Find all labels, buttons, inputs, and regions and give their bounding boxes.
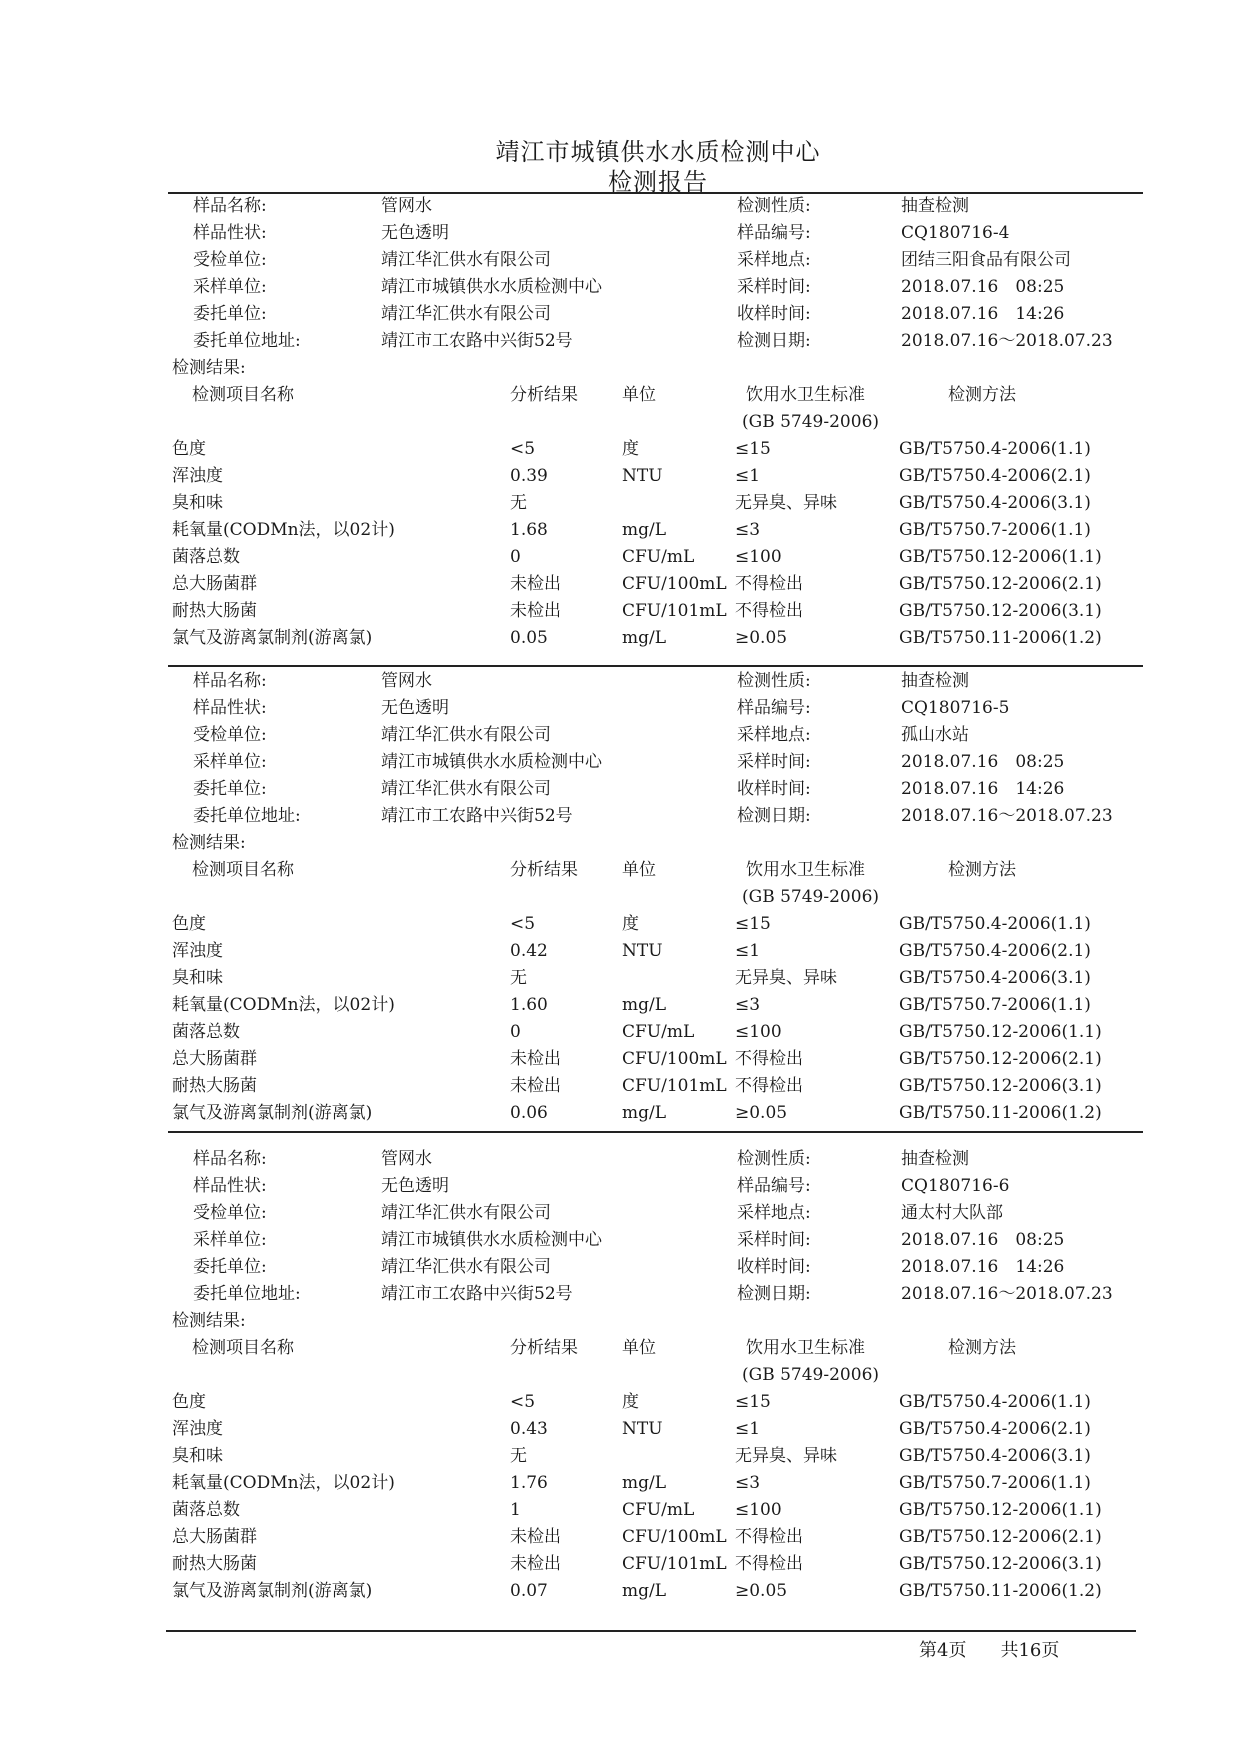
table-header-sub bbox=[0, 1362, 1240, 1388]
info-row bbox=[0, 1200, 1240, 1226]
item-unit: NTU bbox=[622, 1419, 663, 1439]
item-unit: CFU/100mL bbox=[622, 1527, 727, 1547]
item-standard: ≥0.05 bbox=[735, 628, 788, 648]
table-row bbox=[0, 1470, 1240, 1496]
item-name: 耗氧量(CODMn法，以02计) bbox=[172, 995, 395, 1015]
client-address-value: 靖江市工农路中兴街52号 bbox=[381, 806, 573, 826]
table-row bbox=[0, 938, 1240, 964]
header-item: 检测项目名称 bbox=[192, 860, 294, 880]
sampling-site-label: 采样地点: bbox=[737, 250, 811, 270]
item-standard: ≤15 bbox=[735, 439, 771, 459]
sampling-unit-label: 采样单位: bbox=[193, 277, 267, 297]
item-result: 未检出 bbox=[510, 601, 561, 621]
item-result: 无 bbox=[510, 1446, 527, 1466]
header-method: 检测方法 bbox=[948, 385, 1016, 405]
item-name: 菌落总数 bbox=[172, 1500, 240, 1520]
table-row bbox=[0, 1524, 1240, 1550]
item-unit: mg/L bbox=[622, 1473, 667, 1493]
item-name: 色度 bbox=[172, 914, 206, 934]
page-footer bbox=[919, 1636, 1059, 1662]
sampling-time-label: 采样时间: bbox=[737, 277, 811, 297]
table-row bbox=[0, 1073, 1240, 1099]
item-result: 0.06 bbox=[510, 1103, 548, 1123]
item-name: 色度 bbox=[172, 439, 206, 459]
results-label-row bbox=[0, 1308, 1240, 1334]
header-result: 分析结果 bbox=[510, 1338, 578, 1358]
sampling-unit-label: 采样单位: bbox=[193, 1230, 267, 1250]
sample-block-3 bbox=[0, 1146, 1240, 1616]
org-title: 靖江市城镇供水水质检测中心 bbox=[495, 138, 821, 166]
header-item: 检测项目名称 bbox=[192, 1338, 294, 1358]
inspected-unit-label: 受检单位: bbox=[193, 725, 267, 745]
item-result: 1.76 bbox=[510, 1473, 548, 1493]
item-method: GB/T5750.12-2006(1.1) bbox=[899, 547, 1102, 567]
item-result: 1.68 bbox=[510, 520, 548, 540]
info-row bbox=[0, 695, 1240, 721]
item-standard: 无异臭、异味 bbox=[735, 968, 837, 988]
item-standard: 无异臭、异味 bbox=[735, 493, 837, 513]
table-row bbox=[0, 544, 1240, 570]
name-value: 管网水 bbox=[381, 1149, 432, 1169]
item-result: 未检出 bbox=[510, 574, 561, 594]
info-row bbox=[0, 668, 1240, 694]
item-unit: CFU/mL bbox=[622, 1500, 695, 1520]
results-label: 检测结果: bbox=[172, 1311, 246, 1331]
inspected-unit-label: 受检单位: bbox=[193, 1203, 267, 1223]
item-method: GB/T5750.7-2006(1.1) bbox=[899, 1473, 1091, 1493]
sample-block-1 bbox=[0, 193, 1240, 663]
item-name: 臭和味 bbox=[172, 1446, 223, 1466]
sampling-site-value: 团结三阳食品有限公司 bbox=[901, 250, 1071, 270]
client-address-label: 委托单位地址: bbox=[193, 806, 301, 826]
sample-no-label: 样品编号: bbox=[737, 1176, 811, 1196]
info-row bbox=[0, 1227, 1240, 1253]
item-standard: ≤100 bbox=[735, 1022, 782, 1042]
sample-no-value: CQ180716-5 bbox=[901, 698, 1010, 718]
item-name: 总大肠菌群 bbox=[172, 1527, 257, 1547]
header-unit: 单位 bbox=[622, 1338, 656, 1358]
item-method: GB/T5750.4-2006(2.1) bbox=[899, 941, 1091, 961]
item-standard: 不得检出 bbox=[735, 1076, 803, 1096]
test-date-value: 2018.07.16～2018.07.23 bbox=[901, 331, 1113, 351]
item-result: 0.07 bbox=[510, 1581, 548, 1601]
item-method: GB/T5750.7-2006(1.1) bbox=[899, 520, 1091, 540]
item-method: GB/T5750.4-2006(3.1) bbox=[899, 493, 1091, 513]
sample-no-value: CQ180716-4 bbox=[901, 223, 1010, 243]
item-result: 未检出 bbox=[510, 1527, 561, 1547]
item-standard: 不得检出 bbox=[735, 574, 803, 594]
sample-name-label: 样品名称: bbox=[193, 1149, 267, 1169]
item-result: 未检出 bbox=[510, 1076, 561, 1096]
sample-block-2 bbox=[0, 668, 1240, 1138]
receive-time-label: 收样时间: bbox=[737, 779, 811, 799]
item-standard: ≤1 bbox=[735, 466, 761, 486]
item-name: 菌落总数 bbox=[172, 547, 240, 567]
item-standard: 不得检出 bbox=[735, 601, 803, 621]
table-row bbox=[0, 992, 1240, 1018]
item-name: 总大肠菌群 bbox=[172, 1049, 257, 1069]
item-unit: 度 bbox=[622, 914, 639, 934]
item-standard: ≤3 bbox=[735, 995, 761, 1015]
header-result: 分析结果 bbox=[510, 860, 578, 880]
item-method: GB/T5750.4-2006(3.1) bbox=[899, 1446, 1091, 1466]
item-standard: ≤1 bbox=[735, 941, 761, 961]
sampling-time-value: 2018.07.16 08:25 bbox=[901, 752, 1065, 772]
test-date-value: 2018.07.16～2018.07.23 bbox=[901, 1284, 1113, 1304]
item-unit: CFU/mL bbox=[622, 547, 695, 567]
test-type-value: 抽查检测 bbox=[901, 1149, 969, 1169]
item-result: 未检出 bbox=[510, 1049, 561, 1069]
header-standard-ref: (GB 5749-2006) bbox=[742, 887, 880, 907]
sampling-unit-value: 靖江市城镇供水水质检测中心 bbox=[381, 752, 602, 772]
receive-time-value: 2018.07.16 14:26 bbox=[901, 304, 1065, 324]
item-name: 氯气及游离氯制剂(游离氯) bbox=[172, 628, 373, 648]
header-standard: 饮用水卫生标准 bbox=[746, 1338, 865, 1358]
sample-name-label: 样品名称: bbox=[193, 196, 267, 216]
sampling-time-value: 2018.07.16 08:25 bbox=[901, 277, 1065, 297]
item-result: 0.05 bbox=[510, 628, 548, 648]
name-value: 管网水 bbox=[381, 196, 432, 216]
inspected-unit-value: 靖江华汇供水有限公司 bbox=[381, 725, 551, 745]
item-result: 无 bbox=[510, 493, 527, 513]
sample-no-value: CQ180716-6 bbox=[901, 1176, 1010, 1196]
table-row bbox=[0, 625, 1240, 651]
page-number: 第4页 bbox=[919, 1640, 967, 1661]
table-header-sub bbox=[0, 409, 1240, 435]
item-method: GB/T5750.4-2006(3.1) bbox=[899, 968, 1091, 988]
bottom-rule bbox=[166, 1630, 1136, 1632]
header-method: 检测方法 bbox=[948, 860, 1016, 880]
sample-trait-label: 样品性状: bbox=[193, 223, 267, 243]
item-method: GB/T5750.12-2006(2.1) bbox=[899, 1527, 1102, 1547]
client-unit-label: 委托单位: bbox=[193, 1257, 267, 1277]
item-result: 0 bbox=[510, 1022, 521, 1042]
info-row bbox=[0, 220, 1240, 246]
receive-time-label: 收样时间: bbox=[737, 1257, 811, 1277]
item-method: GB/T5750.12-2006(2.1) bbox=[899, 1049, 1102, 1069]
sample-no-label: 样品编号: bbox=[737, 223, 811, 243]
info-row bbox=[0, 193, 1240, 219]
client-address-label: 委托单位地址: bbox=[193, 1284, 301, 1304]
item-unit: 度 bbox=[622, 439, 639, 459]
table-row bbox=[0, 1578, 1240, 1604]
item-method: GB/T5750.12-2006(1.1) bbox=[899, 1500, 1102, 1520]
item-standard: ≤100 bbox=[735, 1500, 782, 1520]
item-standard: ≤15 bbox=[735, 1392, 771, 1412]
section-rule-2 bbox=[168, 1131, 1143, 1133]
trait-value: 无色透明 bbox=[381, 1176, 449, 1196]
test-date-label: 检测日期: bbox=[737, 331, 811, 351]
table-row bbox=[0, 1100, 1240, 1126]
table-row bbox=[0, 436, 1240, 462]
info-row bbox=[0, 776, 1240, 802]
results-label-row bbox=[0, 355, 1240, 381]
item-method: GB/T5750.7-2006(1.1) bbox=[899, 995, 1091, 1015]
sampling-unit-label: 采样单位: bbox=[193, 752, 267, 772]
sampling-time-label: 采样时间: bbox=[737, 752, 811, 772]
sampling-site-label: 采样地点: bbox=[737, 725, 811, 745]
client-address-value: 靖江市工农路中兴街52号 bbox=[381, 331, 573, 351]
sample-no-label: 样品编号: bbox=[737, 698, 811, 718]
trait-value: 无色透明 bbox=[381, 698, 449, 718]
item-unit: CFU/100mL bbox=[622, 1049, 727, 1069]
sampling-unit-value: 靖江市城镇供水水质检测中心 bbox=[381, 277, 602, 297]
results-label-row bbox=[0, 830, 1240, 856]
item-name: 耗氧量(CODMn法，以02计) bbox=[172, 1473, 395, 1493]
item-standard: 不得检出 bbox=[735, 1554, 803, 1574]
item-unit: mg/L bbox=[622, 1103, 667, 1123]
item-result: <5 bbox=[510, 439, 536, 459]
inspected-unit-value: 靖江华汇供水有限公司 bbox=[381, 250, 551, 270]
item-method: GB/T5750.12-2006(1.1) bbox=[899, 1022, 1102, 1042]
item-method: GB/T5750.12-2006(3.1) bbox=[899, 1554, 1102, 1574]
page-total: 共16页 bbox=[1000, 1640, 1060, 1661]
item-unit: mg/L bbox=[622, 995, 667, 1015]
info-row bbox=[0, 301, 1240, 327]
item-standard: ≤3 bbox=[735, 1473, 761, 1493]
item-name: 浑浊度 bbox=[172, 941, 223, 961]
item-method: GB/T5750.12-2006(3.1) bbox=[899, 601, 1102, 621]
item-unit: CFU/101mL bbox=[622, 601, 727, 621]
test-type-label: 检测性质: bbox=[737, 1149, 811, 1169]
item-standard: 不得检出 bbox=[735, 1049, 803, 1069]
item-result: 1.60 bbox=[510, 995, 548, 1015]
test-type-label: 检测性质: bbox=[737, 671, 811, 691]
item-unit: mg/L bbox=[622, 628, 667, 648]
section-rule-1 bbox=[168, 665, 1143, 667]
item-unit: 度 bbox=[622, 1392, 639, 1412]
item-name: 臭和味 bbox=[172, 493, 223, 513]
client-unit-value: 靖江华汇供水有限公司 bbox=[381, 779, 551, 799]
table-header bbox=[0, 857, 1240, 883]
table-row bbox=[0, 1443, 1240, 1469]
table-row bbox=[0, 1019, 1240, 1045]
item-result: <5 bbox=[510, 914, 536, 934]
sampling-site-label: 采样地点: bbox=[737, 1203, 811, 1223]
item-name: 浑浊度 bbox=[172, 466, 223, 486]
receive-time-value: 2018.07.16 14:26 bbox=[901, 779, 1065, 799]
info-row bbox=[0, 328, 1240, 354]
table-row bbox=[0, 1389, 1240, 1415]
item-name: 氯气及游离氯制剂(游离氯) bbox=[172, 1581, 373, 1601]
item-method: GB/T5750.4-2006(1.1) bbox=[899, 914, 1091, 934]
test-type-label: 检测性质: bbox=[737, 196, 811, 216]
sample-trait-label: 样品性状: bbox=[193, 1176, 267, 1196]
item-name: 耐热大肠菌 bbox=[172, 1076, 257, 1096]
item-result: 0 bbox=[510, 547, 521, 567]
item-standard: ≤100 bbox=[735, 547, 782, 567]
item-name: 色度 bbox=[172, 1392, 206, 1412]
table-row bbox=[0, 965, 1240, 991]
item-method: GB/T5750.12-2006(3.1) bbox=[899, 1076, 1102, 1096]
item-name: 耐热大肠菌 bbox=[172, 601, 257, 621]
table-header bbox=[0, 382, 1240, 408]
receive-time-label: 收样时间: bbox=[737, 304, 811, 324]
item-unit: mg/L bbox=[622, 520, 667, 540]
item-standard: ≥0.05 bbox=[735, 1581, 788, 1601]
table-row bbox=[0, 1046, 1240, 1072]
item-unit: NTU bbox=[622, 466, 663, 486]
client-unit-label: 委托单位: bbox=[193, 779, 267, 799]
sampling-unit-value: 靖江市城镇供水水质检测中心 bbox=[381, 1230, 602, 1250]
sample-name-label: 样品名称: bbox=[193, 671, 267, 691]
info-row bbox=[0, 1146, 1240, 1172]
sample-trait-label: 样品性状: bbox=[193, 698, 267, 718]
table-header bbox=[0, 1335, 1240, 1361]
info-row bbox=[0, 247, 1240, 273]
item-result: 0.39 bbox=[510, 466, 548, 486]
item-unit: NTU bbox=[622, 941, 663, 961]
item-result: 1 bbox=[510, 1500, 521, 1520]
sampling-site-value: 孤山水站 bbox=[901, 725, 969, 745]
item-result: 0.43 bbox=[510, 1419, 548, 1439]
table-row bbox=[0, 463, 1240, 489]
header-method: 检测方法 bbox=[948, 1338, 1016, 1358]
sampling-site-value: 通太村大队部 bbox=[901, 1203, 1003, 1223]
item-unit: CFU/101mL bbox=[622, 1554, 727, 1574]
sampling-time-value: 2018.07.16 08:25 bbox=[901, 1230, 1065, 1250]
client-address-label: 委托单位地址: bbox=[193, 331, 301, 351]
item-method: GB/T5750.11-2006(1.2) bbox=[899, 1103, 1102, 1123]
report-title: 检测报告 bbox=[608, 168, 708, 196]
table-row bbox=[0, 517, 1240, 543]
item-name: 臭和味 bbox=[172, 968, 223, 988]
table-row bbox=[0, 911, 1240, 937]
item-name: 总大肠菌群 bbox=[172, 574, 257, 594]
receive-time-value: 2018.07.16 14:26 bbox=[901, 1257, 1065, 1277]
info-row bbox=[0, 1281, 1240, 1307]
info-row bbox=[0, 749, 1240, 775]
inspected-unit-label: 受检单位: bbox=[193, 250, 267, 270]
item-result: 无 bbox=[510, 968, 527, 988]
item-name: 浑浊度 bbox=[172, 1419, 223, 1439]
item-name: 耗氧量(CODMn法，以02计) bbox=[172, 520, 395, 540]
item-standard: ≤1 bbox=[735, 1419, 761, 1439]
client-unit-value: 靖江华汇供水有限公司 bbox=[381, 1257, 551, 1277]
item-result: 未检出 bbox=[510, 1554, 561, 1574]
results-label: 检测结果: bbox=[172, 833, 246, 853]
info-row bbox=[0, 1254, 1240, 1280]
info-row bbox=[0, 1173, 1240, 1199]
client-unit-value: 靖江华汇供水有限公司 bbox=[381, 304, 551, 324]
item-standard: ≤3 bbox=[735, 520, 761, 540]
sampling-time-label: 采样时间: bbox=[737, 1230, 811, 1250]
item-result: <5 bbox=[510, 1392, 536, 1412]
test-type-value: 抽查检测 bbox=[901, 196, 969, 216]
header-standard-ref: (GB 5749-2006) bbox=[742, 412, 880, 432]
header-unit: 单位 bbox=[622, 385, 656, 405]
test-type-value: 抽查检测 bbox=[901, 671, 969, 691]
table-row bbox=[0, 598, 1240, 624]
header-unit: 单位 bbox=[622, 860, 656, 880]
header-standard-ref: (GB 5749-2006) bbox=[742, 1365, 880, 1385]
header-standard: 饮用水卫生标准 bbox=[746, 385, 865, 405]
client-unit-label: 委托单位: bbox=[193, 304, 267, 324]
item-method: GB/T5750.12-2006(2.1) bbox=[899, 574, 1102, 594]
table-row bbox=[0, 571, 1240, 597]
item-name: 耐热大肠菌 bbox=[172, 1554, 257, 1574]
table-row bbox=[0, 1416, 1240, 1442]
item-method: GB/T5750.4-2006(2.1) bbox=[899, 466, 1091, 486]
item-standard: ≥0.05 bbox=[735, 1103, 788, 1123]
item-method: GB/T5750.4-2006(1.1) bbox=[899, 1392, 1091, 1412]
item-method: GB/T5750.11-2006(1.2) bbox=[899, 1581, 1102, 1601]
header-standard: 饮用水卫生标准 bbox=[746, 860, 865, 880]
info-row bbox=[0, 274, 1240, 300]
item-method: GB/T5750.4-2006(2.1) bbox=[899, 1419, 1091, 1439]
test-date-label: 检测日期: bbox=[737, 1284, 811, 1304]
item-standard: 不得检出 bbox=[735, 1527, 803, 1547]
results-label: 检测结果: bbox=[172, 358, 246, 378]
info-row bbox=[0, 722, 1240, 748]
header-result: 分析结果 bbox=[510, 385, 578, 405]
header-item: 检测项目名称 bbox=[192, 385, 294, 405]
item-unit: CFU/101mL bbox=[622, 1076, 727, 1096]
inspected-unit-value: 靖江华汇供水有限公司 bbox=[381, 1203, 551, 1223]
table-row bbox=[0, 1551, 1240, 1577]
item-unit: CFU/mL bbox=[622, 1022, 695, 1042]
item-name: 菌落总数 bbox=[172, 1022, 240, 1042]
item-standard: ≤15 bbox=[735, 914, 771, 934]
info-row bbox=[0, 803, 1240, 829]
item-result: 0.42 bbox=[510, 941, 548, 961]
item-unit: mg/L bbox=[622, 1581, 667, 1601]
trait-value: 无色透明 bbox=[381, 223, 449, 243]
item-unit: CFU/100mL bbox=[622, 574, 727, 594]
item-method: GB/T5750.4-2006(1.1) bbox=[899, 439, 1091, 459]
item-method: GB/T5750.11-2006(1.2) bbox=[899, 628, 1102, 648]
test-date-label: 检测日期: bbox=[737, 806, 811, 826]
test-date-value: 2018.07.16～2018.07.23 bbox=[901, 806, 1113, 826]
table-header-sub bbox=[0, 884, 1240, 910]
item-name: 氯气及游离氯制剂(游离氯) bbox=[172, 1103, 373, 1123]
item-standard: 无异臭、异味 bbox=[735, 1446, 837, 1466]
name-value: 管网水 bbox=[381, 671, 432, 691]
table-row bbox=[0, 1497, 1240, 1523]
client-address-value: 靖江市工农路中兴街52号 bbox=[381, 1284, 573, 1304]
table-row bbox=[0, 490, 1240, 516]
